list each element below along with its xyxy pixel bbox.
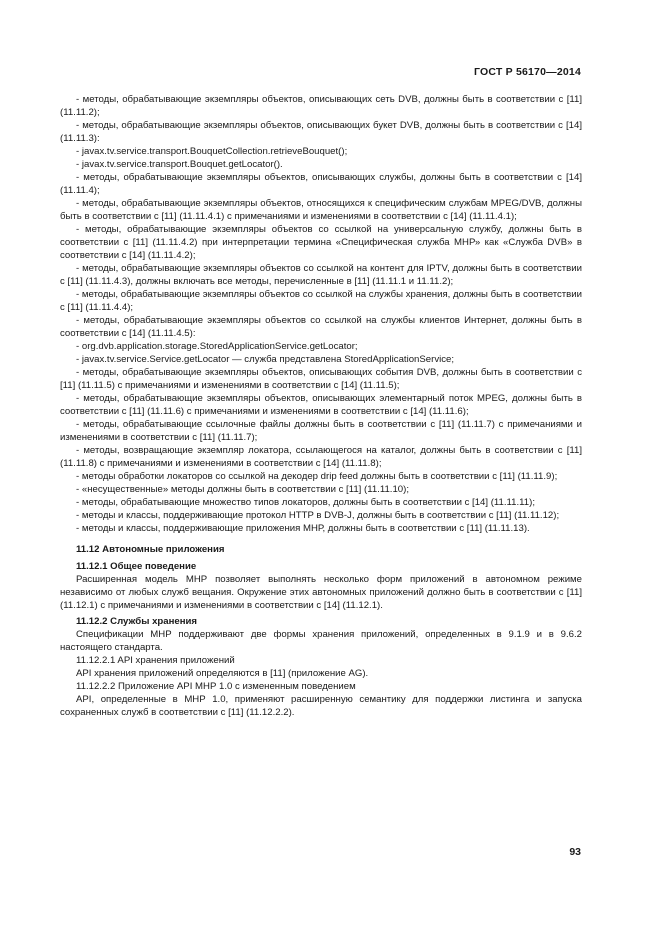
paragraph: API, определенные в МНР 1.0, применяют расширенную семантику для поддержки листинга и запуска сохраненных служб в соответствии с [11] (11.12.2.2). xyxy=(60,694,582,718)
paragraph: Спецификации МНР поддерживают две формы хранения приложений, определенных в 9.1.9 и в 9.6.2 настоящего стандарта. xyxy=(60,629,582,653)
list-paragraph: - методы, обрабатывающие экземпляры объектов со ссылкой на службы хранения, должны быть в соответствии с [11] (11.11.4.4); xyxy=(60,289,582,313)
list-paragraph: - методы, обрабатывающие экземпляры объектов, описывающих элементарный поток MPEG, должны быть в соответствии с [11] (11.11.6) с примечаниями и изменениями в соответствии с [14] (11.11.6); xyxy=(60,393,582,417)
list-paragraph: - методы, обрабатывающие экземпляры объектов со ссылкой на универсальную службу, должны быть в соответствии с [11] (11.11.4.2) при интерпретации термина «Специфическая служба МНР» как «Служба DVB» в соответствии с [14] (11.11.4.2); xyxy=(60,224,582,261)
list-paragraph: - методы, обрабатывающие экземпляры объектов, относящихся к специфическим службам MPEG/DVB, должны быть в соответствии с [11] (11.11.4.1) с примечаниями и изменениями в соответствии с [14] (11.11.4.1); xyxy=(60,198,582,222)
clause-title: 11.12.2.2 Приложение API МНР 1.0 с измененным поведением xyxy=(76,681,356,692)
list-paragraph: - методы, обрабатывающие экземпляры объектов, описывающих сеть DVB, должны быть в соответствии с [11] (11.11.2); xyxy=(60,94,582,118)
page-header: ГОСТ Р 56170—2014 xyxy=(473,66,581,78)
list-paragraph: - org.dvb.application.storage.StoredApplicationService.getLocator; xyxy=(76,341,358,352)
list-paragraph: - методы, обрабатывающие экземпляры объектов со ссылкой на службы клиентов Интернет, должны быть в соответствии с [14] (11.11.4.5): xyxy=(60,315,582,339)
paragraph: Расширенная модель МНР позволяет выполнять несколько форм приложений в автономном режиме независимо от любых служб вещания. Окружение этих автономных приложений должно быть в соответствии с [11] (11.12.1) с примечаниями и изменениями в соответствии с [14] (11.12.1). xyxy=(60,574,582,611)
list-paragraph: - методы обработки локаторов со ссылкой на декодер drip feed должны быть в соответствии с [11] (11.11.9); xyxy=(76,471,558,482)
list-paragraph: - методы, обрабатывающие экземпляры объектов, описывающих букет DVB, должны быть в соответствии с [14] (11.11.3): xyxy=(60,120,582,144)
clause-title: 11.12.2.1 API хранения приложений xyxy=(76,655,235,666)
list-paragraph: - «несущественные» методы должны быть в соответствии с [11] (11.11.10); xyxy=(76,484,409,495)
list-paragraph: - javax.tv.service.transport.Bouquet.getLocator(). xyxy=(76,159,283,170)
document-body xyxy=(60,93,582,719)
list-section xyxy=(60,93,582,535)
section-heading: 11.12 Автономные приложения xyxy=(76,544,225,555)
list-paragraph: - методы, обрабатывающие экземпляры объектов, описывающих службы, должны быть в соответствии с [14] (11.11.4); xyxy=(60,172,582,196)
list-paragraph: - методы и классы, поддерживающие приложения МНР, должны быть в соответствии с [11] (11.11.13). xyxy=(76,523,530,534)
list-paragraph: - методы, обрабатывающие экземпляры объектов со ссылкой на контент для IPTV, должны быть в соответствии с [11] (11.11.4.3), должны включать все методы, перечисленные в [11] (11.11.1 и 11.11.2); xyxy=(60,263,582,287)
paragraph: API хранения приложений определяются в [11] (приложение AG). xyxy=(76,668,369,679)
list-paragraph: - javax.tv.service.Service.getLocator — служба представлена StoredApplicationService; xyxy=(76,354,455,365)
list-paragraph: - методы, обрабатывающие экземпляры объектов, описывающих события DVB, должны быть в соответствии с [11] (11.11.5) с примечаниями и изменениями в соответствии с [14] (11.11.5); xyxy=(60,367,582,391)
list-paragraph: - javax.tv.service.transport.BouquetCollection.retrieveBouquet(); xyxy=(76,146,348,157)
list-paragraph: - методы и классы, поддерживающие протокол HTTP в DVB-J, должны быть в соответствии с [11] (11.11.12); xyxy=(76,510,560,521)
list-paragraph: - методы, обрабатывающие множество типов локаторов, должны быть в соответствии с [14] (11.11.11); xyxy=(76,497,535,508)
subsection-heading: 11.12.1 Общее поведение xyxy=(76,561,197,572)
subsection-heading: 11.12.2 Службы хранения xyxy=(76,616,198,627)
list-paragraph: - методы, возвращающие экземпляр локатора, ссылающегося на каталог, должны быть в соответствии с [11] (11.11.8) с примечаниями и изменениями в соответствии с [14] (11.11.8); xyxy=(60,445,582,469)
page-number: 93 xyxy=(569,846,581,858)
list-paragraph: - методы, обрабатывающие ссылочные файлы должны быть в соответствии с [11] (11.11.7) с примечаниями и изменениями в соответствии с [11] (11.11.7); xyxy=(60,419,582,443)
